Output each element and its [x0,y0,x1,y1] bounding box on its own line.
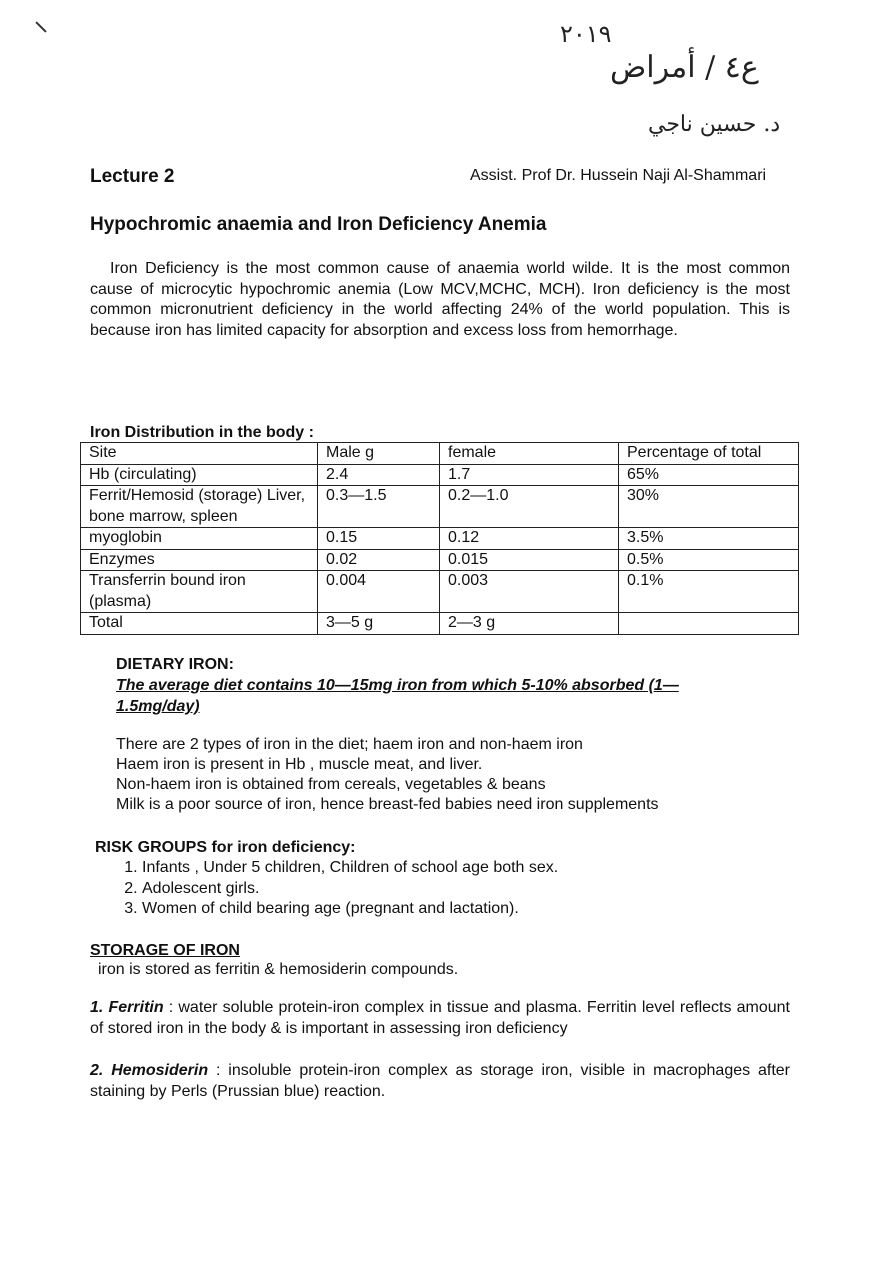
dietary-iron-highlight: The average diet contains 10—15mg iron from which 5-10% absorbed (1—1.5mg/day) [116,677,679,715]
risk-groups-list [116,858,558,920]
table-cell: 0.12 [440,528,619,550]
table-cell: 1.7 [440,464,619,486]
table-cell: 2.4 [318,464,440,486]
iron-distribution-table [80,442,799,635]
pen-mark [35,21,46,32]
table-cell [619,613,799,635]
table-cell: 0.3—1.5 [318,486,440,528]
hemosiderin-text: : insoluble protein-iron complex as storage iron, visible in macrophages after staining by Perls (Prussian blue) reaction. [90,1062,790,1100]
table-cell: 65% [619,464,799,486]
intro-paragraph: Iron Deficiency is the most common cause of anaemia world wilde. It is the most common cause of microcytic hypochromic anemia (Low MCV,MCHC, MCH). Iron deficiency is the most common micronutrient deficiency in the world affecting 24% of the world population. This is because iron has limited capacity for absorption and excess loss from hemorrhage. [90,260,790,339]
table-cell: myoglobin [81,528,318,550]
table-cell: 0.1% [619,571,799,613]
page-title: Hypochromic anaemia and Iron Deficiency Anemia [90,214,547,235]
handwritten-date: ٢٠١٩ [560,20,612,48]
table-cell: Transferrin bound iron (plasma) [81,571,318,613]
list-item: 3. Women of child bearing age (pregnant and lactation). [142,899,558,920]
table-cell: 30% [619,486,799,528]
dietary-line: Non-haem iron is obtained from cereals, vegetables & beans [116,776,546,793]
list-item: 1. Infants , Under 5 children, Children of school age both sex. [142,858,558,879]
dietary-lines [116,735,659,815]
table-header-cell: Site [81,443,318,465]
table-cell: Hb (circulating) [81,464,318,486]
table-row [81,528,799,550]
ferritin-text: : water soluble protein-iron complex in tissue and plasma. Ferritin level reflects amount of stored iron in the body & is important in assessing iron deficiency [90,999,791,1037]
dietary-line: Milk is a poor source of iron, hence breast-fed babies need iron supplements [116,796,659,813]
dietary-iron-heading: DIETARY IRON: [116,656,234,673]
table-row [81,613,799,635]
hemosiderin-paragraph [90,1061,790,1102]
table-cell: 3.5% [619,528,799,550]
table-caption: Iron Distribution in the body : [90,424,314,441]
dietary-line: There are 2 types of iron in the diet; haem iron and non-haem iron [116,736,583,753]
table-cell: 0.003 [440,571,619,613]
table-cell: 0.15 [318,528,440,550]
table-header-row [81,443,799,465]
hemosiderin-label: 2. Hemosiderin [90,1062,209,1079]
table-cell: 3—5 g [318,613,440,635]
table-row [81,571,799,613]
table-cell: 0.02 [318,549,440,571]
storage-text: iron is stored as ferritin & hemosiderin compounds. [98,961,459,978]
table-cell: Enzymes [81,549,318,571]
handwritten-name: د. حسين ناجي [648,112,781,137]
list-item: 2. Adolescent girls. [142,879,558,900]
table-header-cell: Percentage of total [619,443,799,465]
table-cell: 0.015 [440,549,619,571]
table-cell: 0.5% [619,549,799,571]
lecture-label: Lecture 2 [90,166,175,187]
table-cell: 0.2—1.0 [440,486,619,528]
ferritin-label: 1. Ferritin [90,999,164,1016]
table-row [81,464,799,486]
table-cell: 0.004 [318,571,440,613]
table-cell: Total [81,613,318,635]
handwritten-course: ع٤ / أمراض [610,50,759,85]
ferritin-paragraph [90,998,790,1039]
dietary-line: Haem iron is present in Hb , muscle meat, and liver. [116,756,483,773]
table-cell: Ferrit/Hemosid (storage) Liver, bone marrow, spleen [81,486,318,528]
table-row [81,549,799,571]
table-cell: 2—3 g [440,613,619,635]
storage-heading: STORAGE OF IRON [90,942,240,959]
table-header-cell: female [440,443,619,465]
author-line: Assist. Prof Dr. Hussein Naji Al-Shammari [470,167,767,184]
risk-groups-heading: RISK GROUPS for iron deficiency: [95,839,356,856]
table-row [81,486,799,528]
table-header-cell: Male g [318,443,440,465]
